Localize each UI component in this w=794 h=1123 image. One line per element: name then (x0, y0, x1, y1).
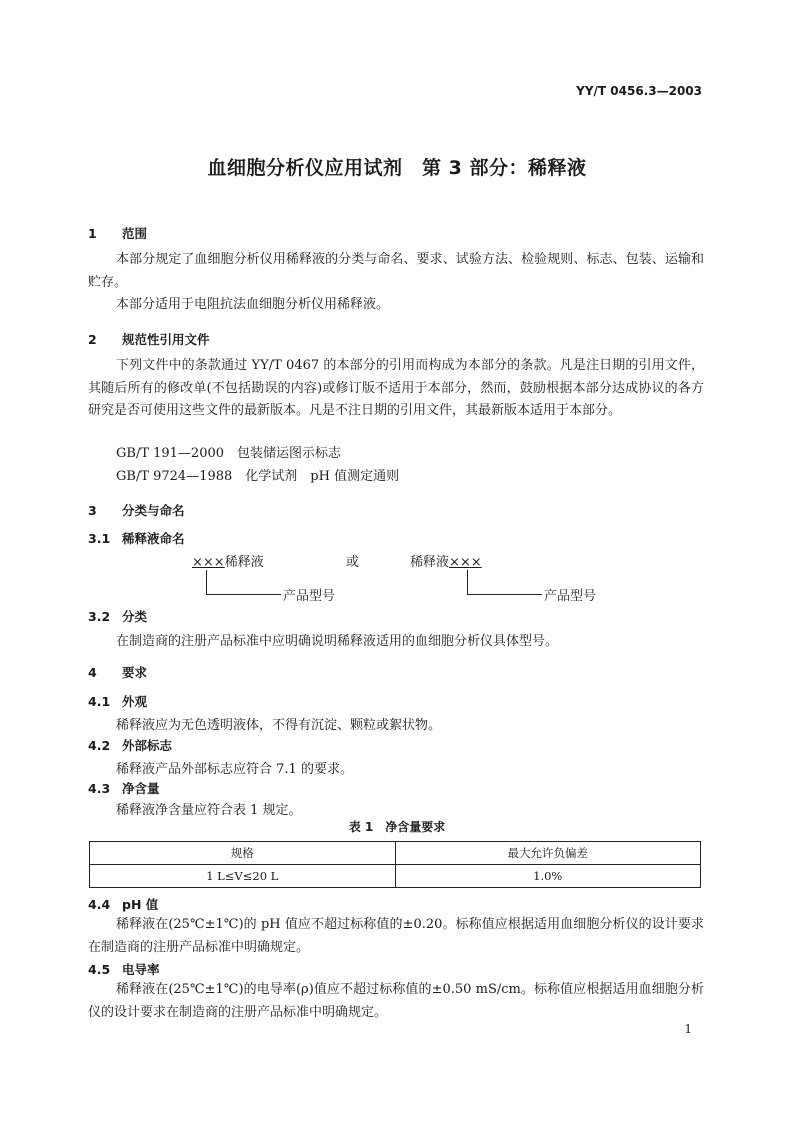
section-title: 净含量 (122, 781, 160, 796)
section-4-heading (88, 663, 147, 681)
section-number: 3.2 (88, 609, 111, 624)
bracket-line-right (467, 570, 542, 595)
section-title: 稀释液命名 (122, 531, 185, 546)
table-header-cell: 最大允许负偏差 (395, 842, 701, 865)
section-title: 要求 (122, 665, 148, 680)
section-number: 4.2 (88, 738, 111, 753)
section-3-2-paragraph: 在制造商的注册产品标准中应明确说明稀释液适用的血细胞分析仪具体型号。 (116, 634, 559, 649)
page-number: 1 (684, 1022, 692, 1036)
section-4-4-paragraph: 稀释液在(25℃±1℃)的 pH 值应不超过标称值的±0.20。标称值应根据适用血细胞分析仪的设计要求在制造商的注册产品标准中明确规定。 (88, 917, 704, 955)
placeholder-xxx: ××× (449, 555, 482, 570)
section-4-1-paragraph: 稀释液应为无色透明液体，不得有沉淀、颗粒或絮状物。 (116, 718, 442, 733)
bracket-line-left (206, 570, 281, 595)
model-label-left: 产品型号 (283, 589, 336, 604)
section-4-1-heading (88, 692, 147, 710)
section-4-5-paragraph: 稀释液在(25℃±1℃)的电导率(ρ)值应不超过标称值的±0.50 mS/cm。标称值应根据适用血细胞分析仪的设计要求在制造商的注册产品标准中明确规定。 (88, 982, 704, 1020)
section-number: 1 (88, 226, 97, 241)
section-title: 规范性引用文件 (122, 332, 210, 347)
section-1-paragraph-1: 本部分规定了血细胞分析仪用稀释液的分类与命名、要求、试验方法、检验规则、标志、包装、运输和贮存。 (88, 252, 704, 290)
document-title: 血细胞分析仪应用试剂 第 3 部分：稀释液 (207, 157, 587, 179)
section-1-paragraph-2: 本部分适用于电阻抗法血细胞分析仪用稀释液。 (116, 297, 390, 312)
section-number: 4.3 (88, 781, 111, 796)
section-title: pH 值 (122, 897, 159, 912)
reference-gb-9724: GB/T 9724—1988 化学试剂 pH 值测定通则 (116, 469, 400, 484)
section-title: 外部标志 (122, 738, 173, 753)
section-3-heading (88, 501, 185, 519)
table-cell: 1.0% (395, 865, 701, 888)
section-title: 电导率 (122, 962, 160, 977)
section-title: 分类 (122, 609, 148, 624)
section-3-1-heading (88, 529, 185, 547)
table-caption: 表 1 净含量要求 (348, 820, 446, 834)
table-cell: 1 L≤V≤20 L (90, 865, 396, 888)
section-2-heading (88, 330, 210, 348)
section-4-3-paragraph: 稀释液净含量应符合表 1 规定。 (116, 803, 302, 818)
section-4-3-heading (88, 779, 160, 797)
section-title: 范围 (122, 226, 148, 241)
section-3-2-heading (88, 607, 147, 625)
name-prefix: 稀释液 (410, 555, 450, 570)
standard-number: YY/T 0456.3—2003 (576, 84, 702, 98)
net-content-table (89, 841, 701, 888)
section-number: 4.1 (88, 694, 111, 709)
name-format-right (410, 551, 482, 570)
section-title: 分类与命名 (122, 503, 185, 518)
section-number: 2 (88, 332, 97, 347)
table-header-row (90, 842, 701, 865)
section-2-paragraph: 下列文件中的条款通过 YY/T 0467 的本部分的引用而构成为本部分的条款。凡是注日期的引用文件，其随后所有的修改单(不包括勘误的内容)或修订版不适用于本部分，然而，鼓励根据本部分达成协议的各方研究是否可使用这些文件的最新版本。凡是不注日期的引用文件，其最新版本适用于本部分。 (88, 358, 704, 418)
name-suffix: 稀释液 (224, 555, 264, 570)
section-number: 3 (88, 503, 97, 518)
table-row (90, 865, 701, 888)
or-text: 或 (346, 555, 360, 570)
section-4-5-heading (88, 960, 160, 978)
placeholder-xxx: ××× (192, 555, 225, 570)
reference-gb-191: GB/T 191—2000 包装储运图示标志 (116, 446, 342, 461)
section-4-4-heading (88, 895, 158, 913)
section-4-2-paragraph: 稀释液产品外部标志应符合 7.1 的要求。 (116, 762, 353, 777)
table-header-cell: 规格 (90, 842, 396, 865)
section-title: 外观 (122, 694, 148, 709)
section-number: 4.5 (88, 962, 111, 977)
section-number: 4 (88, 665, 97, 680)
name-format-left (192, 551, 264, 570)
model-label-right: 产品型号 (544, 589, 597, 604)
section-1-heading (88, 224, 147, 242)
section-number: 3.1 (88, 531, 111, 546)
section-number: 4.4 (88, 897, 111, 912)
section-4-2-heading (88, 736, 172, 754)
